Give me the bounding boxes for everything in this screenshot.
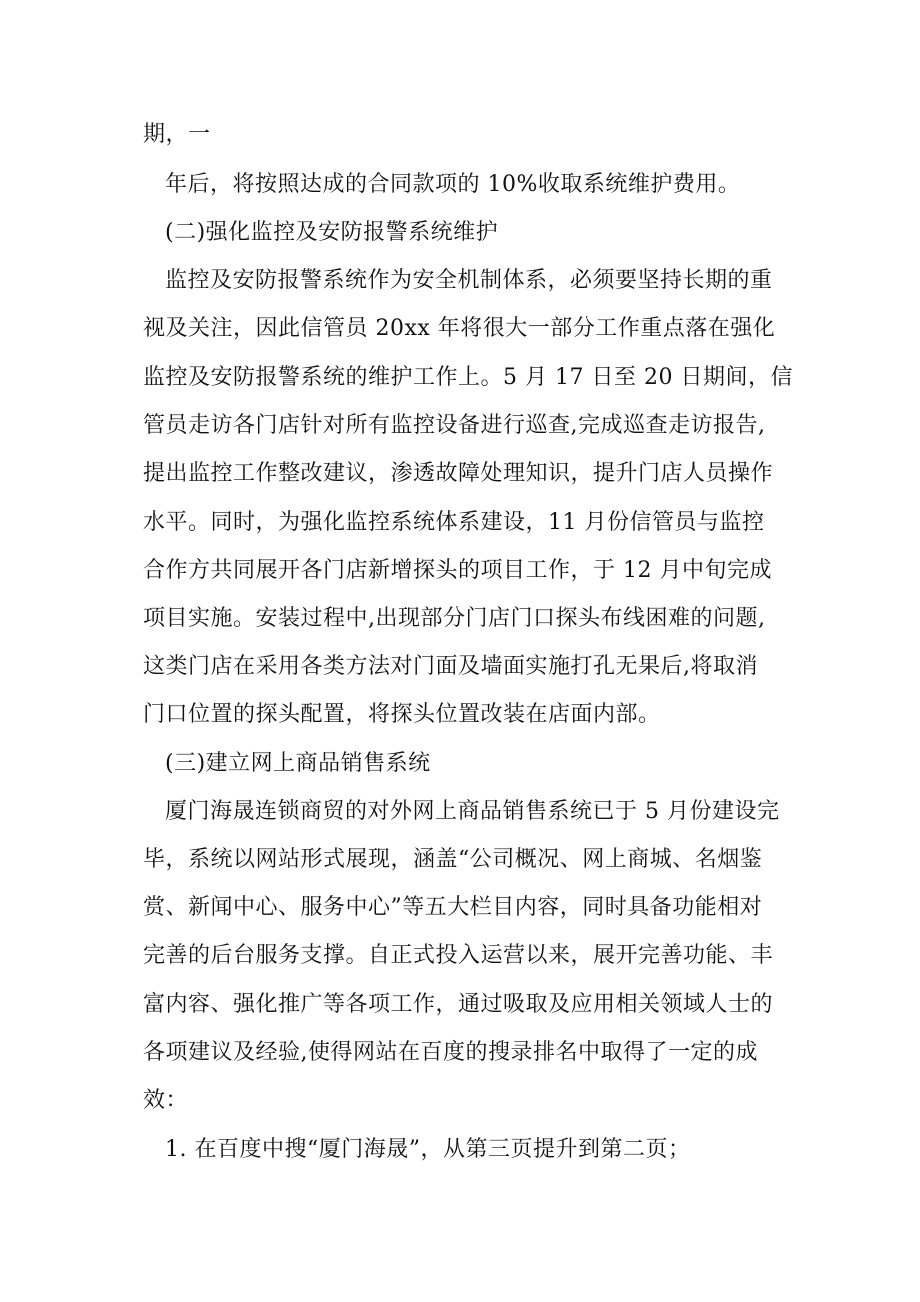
text-line-10: 合作方共同展开各门店新增探头的项目工作，于 12 月中旬完成 (143, 558, 772, 583)
section-heading-2: (二)强化监控及安防报警系统维护 (165, 220, 499, 245)
text-line-8: 提出监控工作整改建议，渗透故障处理知识，提升门店人员操作 (143, 461, 774, 486)
text-line-17: 赏、新闻中心、服务中心”等五大栏目内容，同时具备功能相对 (143, 895, 763, 920)
text-line-1: 期，一 (143, 122, 211, 147)
text-line-15: 厦门海晟连锁商贸的对外网上商品销售系统已于 5 月份建设完 (165, 799, 780, 824)
text-line-18: 完善的后台服务支撑。自正式投入运营以来，展开完善功能、丰 (143, 943, 774, 968)
text-line-4: 监控及安防报警系统作为安全机制体系，必须要坚持长期的重 (165, 268, 773, 293)
text-line-13: 门口位置的探头配置，将探头位置改装在店面内部。 (143, 702, 661, 727)
text-line-20: 各项建议及经验,使得网站在百度的搜录排名中取得了一定的成 (143, 1040, 758, 1065)
list-item-1: 1. 在百度中搜“厦门海晟”，从第三页提升到第二页； (165, 1137, 691, 1162)
text-line-16: 毕，系统以网站形式展现，涵盖“公司概况、网上商城、名烟鉴 (143, 847, 763, 872)
text-line-5: 视及关注，因此信管员 20xx 年将很大一部分工作重点落在强化 (143, 316, 776, 341)
text-line-2: 年后，将按照达成的合同款项的 10%收取系统维护费用。 (165, 172, 741, 197)
text-line-12: 这类门店在采用各类方法对门面及墙面实施打孔无果后,将取消 (143, 654, 758, 679)
text-line-9: 水平。同时，为强化监控系统体系建设，11 月份信管员与监控 (143, 510, 765, 535)
text-line-11: 项目实施。安装过程中,出现部分门店门口探头布线困难的问题, (143, 606, 766, 631)
text-line-19: 富内容、强化推广等各项工作，通过吸取及应用相关领域人士的 (143, 992, 774, 1017)
section-heading-3: (三)建立网上商品销售系统 (165, 751, 431, 776)
text-line-6: 监控及安防报警系统的维护工作上。5 月 17 日至 20 日期间，信 (143, 365, 793, 390)
text-line-7: 管员走访各门店针对所有监控设备进行巡查,完成巡查走访报告, (143, 413, 766, 438)
text-line-21: 效： (143, 1088, 189, 1113)
